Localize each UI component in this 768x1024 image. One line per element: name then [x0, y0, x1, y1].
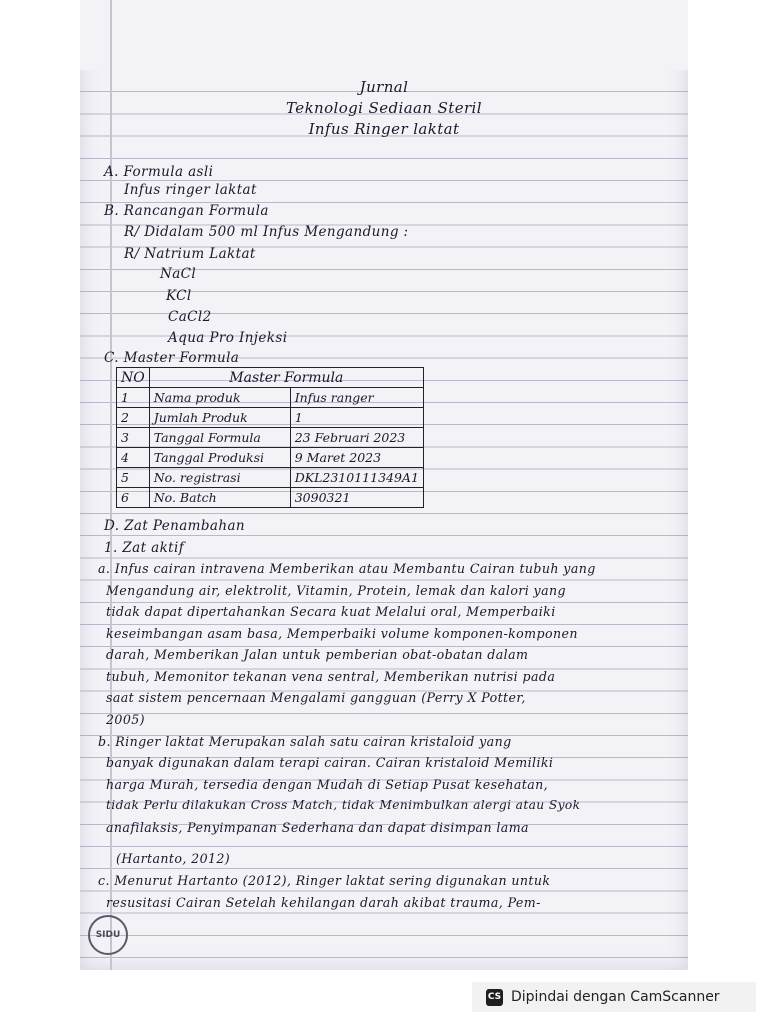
section-b-rx-main: R/ Natrium Laktat: [124, 246, 256, 262]
table-cell-value: 23 Februari 2023: [290, 428, 423, 448]
paragraph-a-line: keseimbangan asam basa, Memperbaiki volume komponen-komponen: [106, 626, 578, 641]
table-row: [117, 448, 424, 468]
table-header-title: Master Formula: [149, 368, 423, 388]
table-cell-name: No. registrasi: [149, 468, 290, 488]
table-cell-value: DKL2310111349A1: [290, 468, 423, 488]
paragraph-c-line: c. Menurut Hartanto (2012), Ringer laktat sering digunakan untuk: [98, 873, 551, 888]
master-formula-table: [116, 367, 424, 508]
table-cell-no: 6: [117, 488, 150, 508]
paragraph-a-line: 2005): [106, 712, 145, 727]
journal-topic: Infus Ringer laktat: [308, 120, 460, 138]
table-cell-no: 3: [117, 428, 150, 448]
journal-subtitle: Teknologi Sediaan Steril: [286, 99, 482, 117]
table-row: [117, 408, 424, 428]
paragraph-a-line: a. Infus cairan intravena Memberikan atau Membantu Cairan tubuh yang: [98, 561, 596, 576]
table-cell-no: 4: [117, 448, 150, 468]
section-d-heading: D. Zat Penambahan: [104, 518, 246, 534]
table-cell-name: Nama produk: [149, 388, 290, 408]
ingredient-item: Aqua Pro Injeksi: [168, 330, 288, 346]
paragraph-a-line: darah, Memberikan Jalan untuk pemberian obat-obatan dalam: [106, 647, 529, 662]
camscanner-badge: [472, 982, 756, 1012]
paragraph-a-line: Mengandung air, elektrolit, Vitamin, Protein, lemak dan kalori yang: [106, 583, 566, 598]
table-cell-value: 3090321: [290, 488, 423, 508]
table-row: [117, 428, 424, 448]
ingredient-item: KCl: [166, 288, 192, 304]
paragraph-c-line: resusitasi Cairan Setelah kehilangan darah akibat trauma, Pem-: [106, 895, 541, 910]
sidu-logo-text: SIDU: [95, 930, 121, 940]
table-cell-name: Tanggal Produksi: [149, 448, 290, 468]
table-cell-no: 5: [117, 468, 150, 488]
table-cell-no: 1: [117, 388, 150, 408]
section-c-heading: C. Master Formula: [104, 350, 240, 366]
paragraph-b-line: harga Murah, tersedia dengan Mudah di Setiap Pusat kesehatan,: [106, 777, 549, 792]
table-row: [117, 488, 424, 508]
paragraph-b-line: b. Ringer laktat Merupakan salah satu cairan kristaloid yang: [98, 734, 512, 749]
table-cell-value: 1: [290, 408, 423, 428]
paragraph-a-line: saat sistem pencernaan Mengalami gangguan (Perry X Potter,: [106, 690, 526, 705]
paragraph-a-line: tubuh, Memonitor tekanan vena sentral, Memberikan nutrisi pada: [106, 669, 556, 684]
table-cell-no: 2: [117, 408, 150, 428]
paragraph-b-line: (Hartanto, 2012): [116, 851, 231, 866]
paragraph-b-line: anafilaksis, Penyimpanan Sederhana dan dapat disimpan lama: [106, 820, 529, 835]
table-cell-name: No. Batch: [149, 488, 290, 508]
paragraph-a-line: tidak dapat dipertahankan Secara kuat Melalui oral, Memperbaiki: [106, 604, 556, 619]
table-cell-name: Tanggal Formula: [149, 428, 290, 448]
ingredient-item: NaCl: [160, 266, 197, 282]
sidu-logo: [88, 915, 128, 955]
paragraph-b-line: tidak Perlu dilakukan Cross Match, tidak Menimbulkan alergi atau Syok: [106, 798, 581, 812]
section-b-heading: B. Rancangan Formula: [104, 203, 269, 219]
journal-title: Jurnal: [359, 78, 409, 96]
table-cell-value: Infus ranger: [290, 388, 423, 408]
notebook-page: [80, 0, 688, 970]
paragraph-b-line: banyak digunakan dalam terapi cairan. Cairan kristaloid Memiliki: [106, 755, 554, 770]
section-d-sub1: 1. Zat aktif: [104, 540, 185, 556]
table-header-no: NO: [117, 368, 150, 388]
table-row: [117, 388, 424, 408]
page-top-blank: [80, 0, 688, 70]
ingredient-item: CaCl2: [168, 309, 212, 325]
table-cell-name: Jumlah Produk: [149, 408, 290, 428]
camscanner-text: Dipindai dengan CamScanner: [511, 989, 720, 1005]
section-b-rx-intro: R/ Didalam 500 ml Infus Mengandung :: [124, 224, 409, 240]
section-a-text: Infus ringer laktat: [124, 182, 257, 198]
table-cell-value: 9 Maret 2023: [290, 448, 423, 468]
table-header-row: [117, 368, 424, 388]
section-a-heading: A. Formula asli: [104, 164, 214, 180]
camscanner-icon: CS: [486, 989, 503, 1006]
table-row: [117, 468, 424, 488]
